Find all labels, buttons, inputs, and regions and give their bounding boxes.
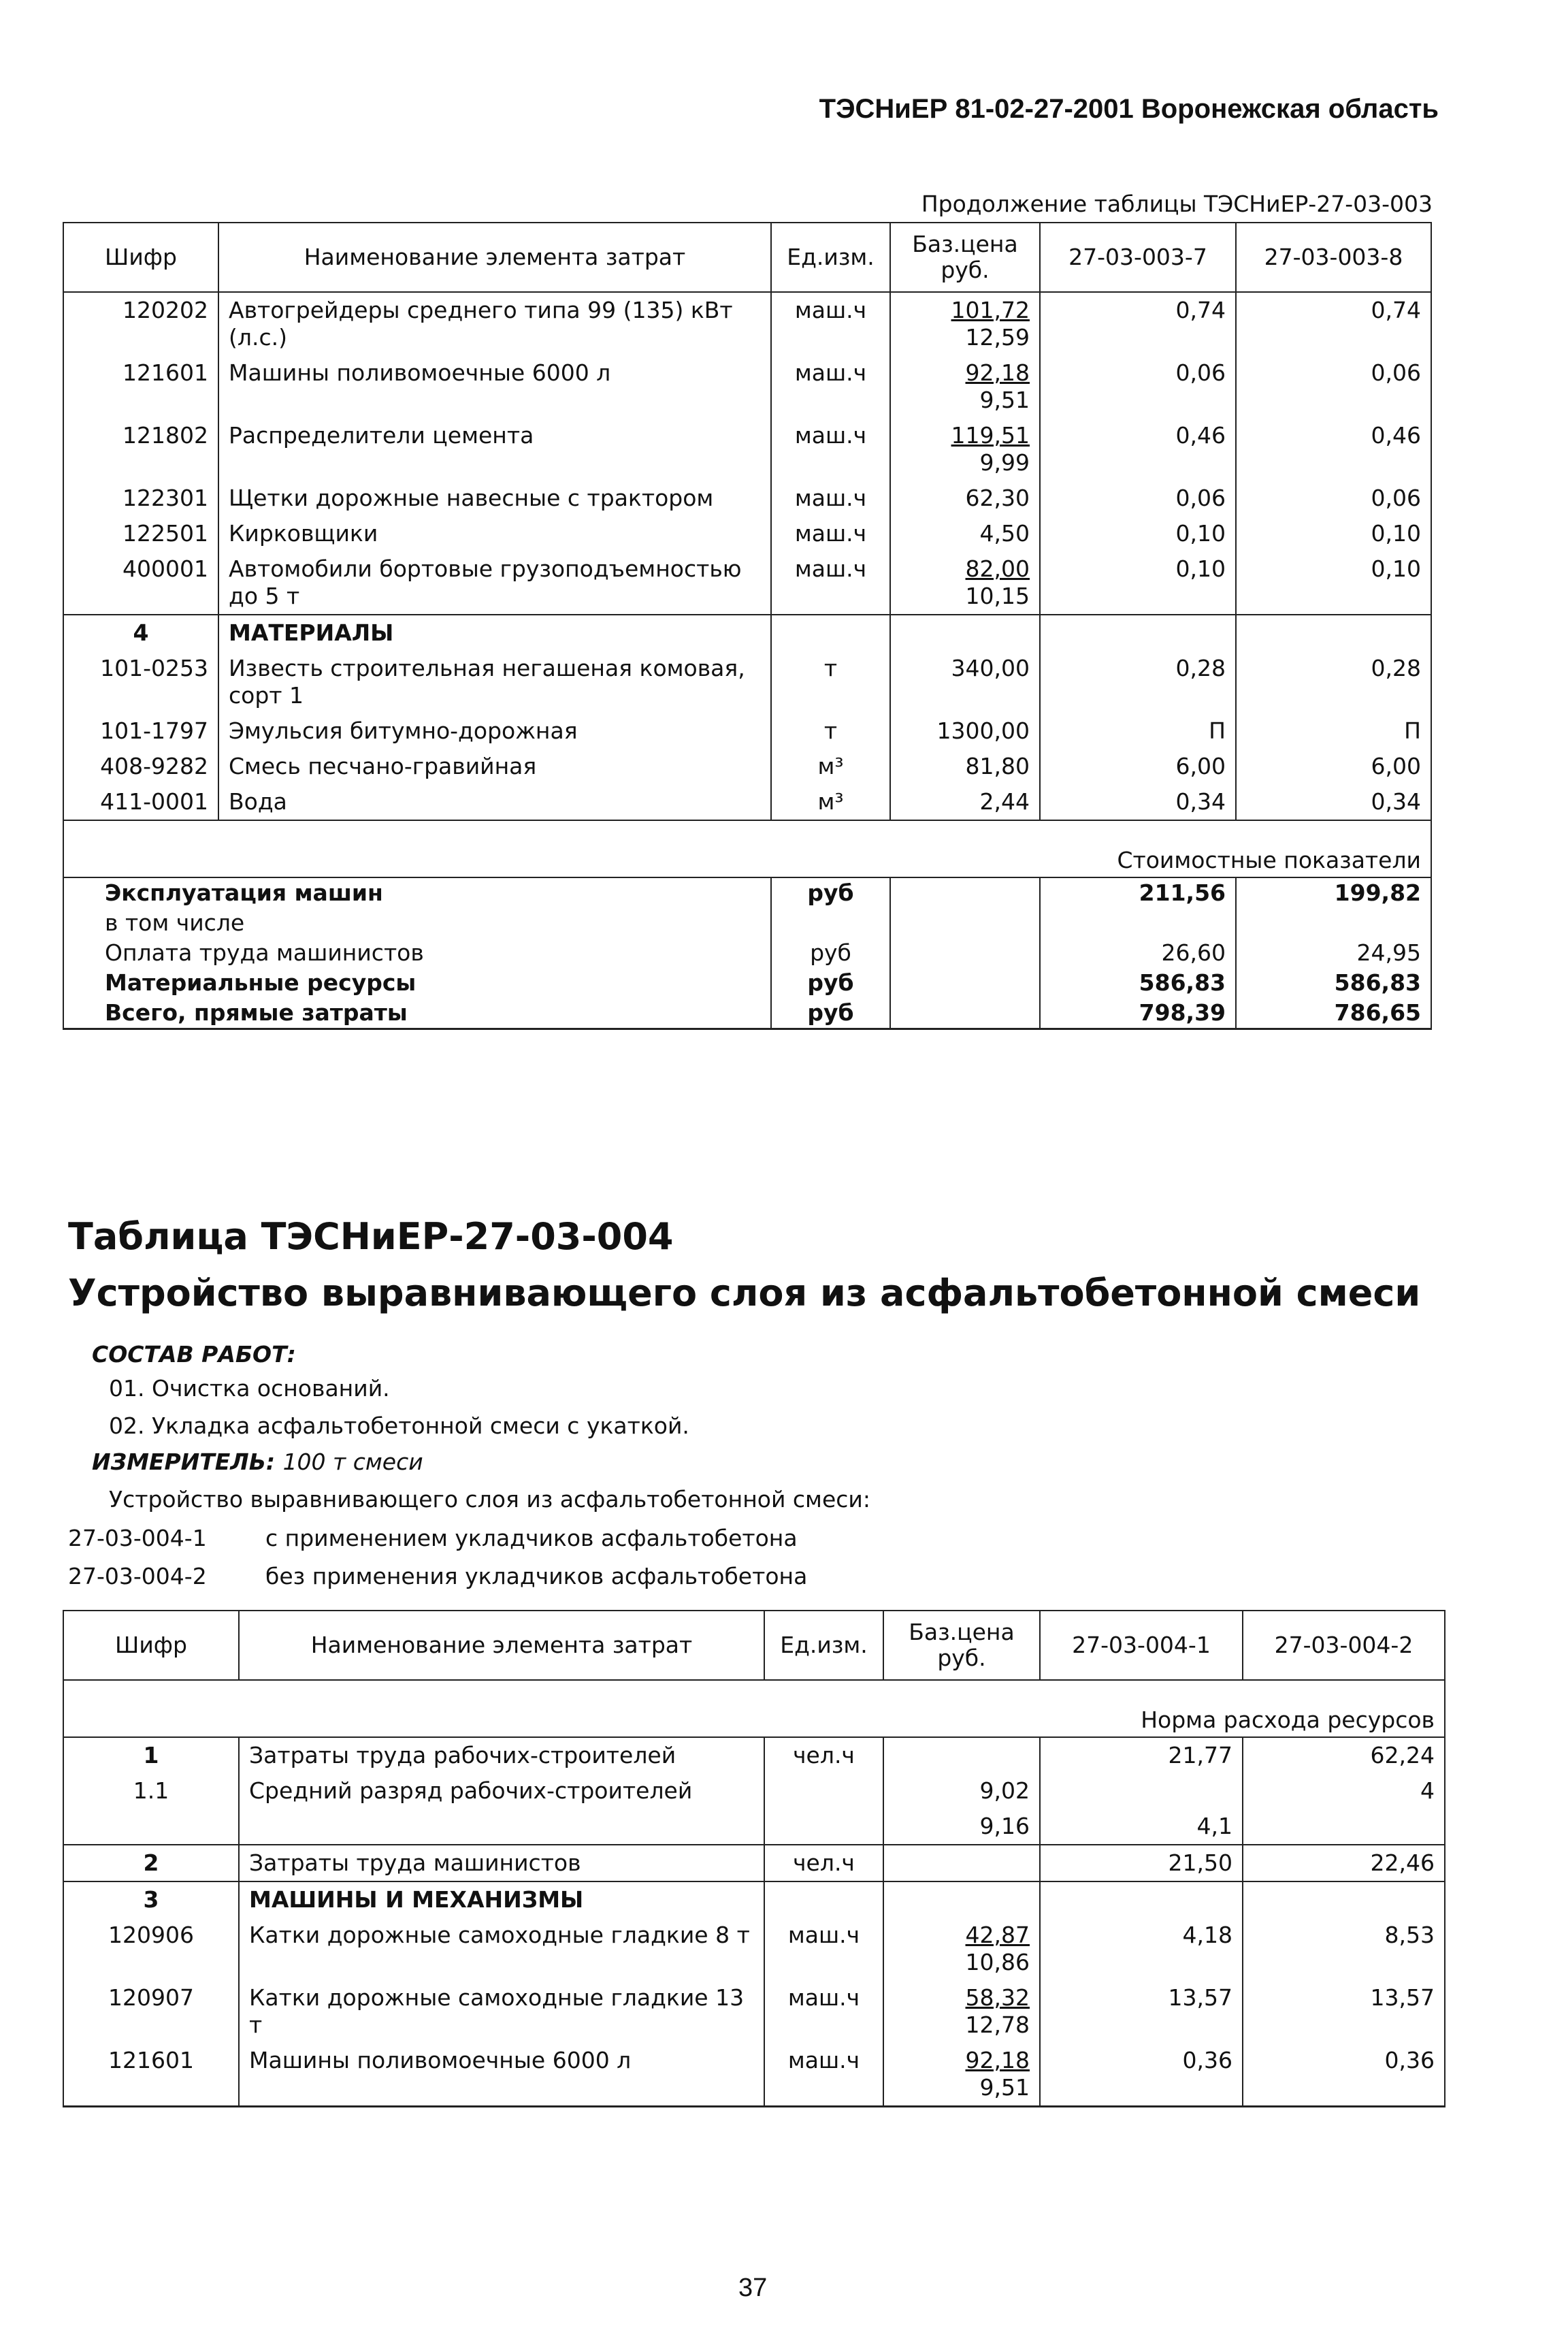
col-header-name: Наименование элемента затрат (239, 1611, 764, 1680)
resource-unit: м³ (771, 749, 890, 784)
summary-price-empty (890, 877, 1040, 908)
table-title: Таблица ТЭСНиЕР-27-03-004 (68, 1215, 674, 1258)
base-price (883, 1845, 1040, 1881)
section-row (63, 1881, 1445, 1918)
resource-name: Машины поливомоечные 6000 л (239, 2043, 764, 2107)
col-header-unit: Ед.изм. (764, 1611, 883, 1680)
variant-code: 27-03-004-1 (68, 1525, 207, 1551)
resource-code: 400001 (63, 551, 218, 615)
table-row (63, 713, 1431, 749)
resource-code: 101-1797 (63, 713, 218, 749)
summary-row (63, 938, 1431, 968)
section-code: 4 (63, 615, 218, 651)
variant-code: 27-03-004-2 (68, 1563, 207, 1589)
value-1: 0,74 (1040, 292, 1236, 355)
resource-name: Автогрейдеры среднего типа 99 (135) кВт (л.с.) (218, 292, 771, 355)
summary-value-1: 211,56 (1040, 877, 1236, 908)
resource-code: 411-0001 (63, 784, 218, 820)
value-1: 13,57 (1040, 1980, 1243, 2043)
variant-text: без применения укладчиков асфальтобетона (265, 1563, 808, 1589)
works-label: СОСТАВ РАБОТ: (92, 1341, 296, 1368)
summary-row (63, 877, 1431, 908)
base-price-cell (890, 355, 1040, 418)
resource-code: 121601 (63, 2043, 239, 2107)
base-price: 92,18 (965, 2047, 1030, 2073)
section-description: Устройство выравнивающего слоя из асфальтобетонной смеси: (109, 1486, 870, 1513)
resource-name: Затраты труда машинистов (239, 1845, 764, 1881)
base-price: 82,00 (965, 555, 1030, 582)
resource-code: 408-9282 (63, 749, 218, 784)
labor-price: 9,51 (979, 387, 1030, 413)
base-price: 119,51 (951, 422, 1030, 449)
resource-unit: маш.ч (771, 551, 890, 615)
resource-name: Автомобили бортовые грузоподъемностью до 5 т (218, 551, 771, 615)
summary-value-2: 24,95 (1236, 938, 1431, 968)
work-item: 01. Очистка оснований. (109, 1375, 390, 1402)
resource-name: Катки дорожные самоходные гладкие 8 т (239, 1918, 764, 1980)
base-price: 81,80 (890, 749, 1040, 784)
value-1: 4,18 (1040, 1918, 1243, 1980)
summary-name: Материальные ресурсы (63, 968, 771, 998)
col-header-price: Баз.цена руб. (890, 223, 1040, 292)
base-price: 58,32 (965, 1984, 1030, 2011)
value-2: 0,10 (1236, 551, 1431, 615)
table-row (63, 516, 1431, 551)
value-1: 0,36 (1040, 2043, 1243, 2107)
base-price: 340,00 (890, 651, 1040, 713)
value-2: 22,46 (1243, 1845, 1445, 1881)
table-row (63, 1918, 1445, 1980)
resource-unit: чел.ч (764, 1845, 883, 1881)
value-2 (1243, 1809, 1445, 1845)
summary-name: Всего, прямые затраты (63, 998, 771, 1029)
table-row (63, 1980, 1445, 2043)
value-2: 4 (1243, 1773, 1445, 1809)
resource-name: Затраты труда рабочих-строителей (239, 1737, 764, 1773)
table-row (63, 1737, 1445, 1773)
labor-price: 12,78 (965, 2011, 1030, 2038)
summary-name: Оплата труда машинистов (63, 938, 771, 968)
table-header-row (63, 223, 1431, 292)
summary-price-empty (890, 998, 1040, 1029)
value-1: 0,06 (1040, 355, 1236, 418)
table-row (63, 1809, 1445, 1845)
value-1: 0,06 (1040, 481, 1236, 516)
value-2: 0,10 (1236, 516, 1431, 551)
resource-table-27-03-004 (63, 1610, 1446, 2107)
summary-rows (63, 877, 1431, 1029)
summary-price-empty (890, 968, 1040, 998)
section-title: МАТЕРИАЛЫ (218, 615, 771, 651)
summary-row (63, 968, 1431, 998)
base-price-cell (883, 2043, 1040, 2107)
base-price-cell (890, 516, 1040, 551)
summary-value-1: 586,83 (1040, 968, 1236, 998)
meter-label: ИЗМЕРИТЕЛЬ: (92, 1449, 276, 1475)
value-2: 0,06 (1236, 481, 1431, 516)
resource-code: 122301 (63, 481, 218, 516)
section-code: 3 (63, 1881, 239, 1918)
value-2: 6,00 (1236, 749, 1431, 784)
value-2: 13,57 (1243, 1980, 1445, 2043)
summary-unit: руб (771, 968, 890, 998)
value-2: 0,74 (1236, 292, 1431, 355)
table-row (63, 418, 1431, 481)
cost-indicators-label: Стоимостные показатели (63, 820, 1431, 877)
resource-unit: маш.ч (764, 1980, 883, 2043)
resource-code: 120907 (63, 1980, 239, 2043)
table-row (63, 651, 1431, 713)
resource-code: 1 (63, 1737, 239, 1773)
value-1: 0,10 (1040, 516, 1236, 551)
labor-price: 10,15 (965, 583, 1030, 609)
base-price: 101,72 (951, 297, 1030, 323)
col-header-v1: 27-03-003-7 (1040, 223, 1236, 292)
base-price: 42,87 (965, 1922, 1030, 1948)
summary-price-empty (890, 938, 1040, 968)
value-2: 0,06 (1236, 355, 1431, 418)
base-price-cell (890, 418, 1040, 481)
value-1: 4,1 (1040, 1809, 1243, 1845)
resource-name: Эмульсия битумно-дорожная (218, 713, 771, 749)
work-item: 02. Укладка асфальтобетонной смеси с укаткой. (109, 1412, 689, 1439)
section-title: МАШИНЫ И МЕХАНИЗМЫ (239, 1881, 764, 1918)
base-price: 2,44 (890, 784, 1040, 820)
value-2: 0,28 (1236, 651, 1431, 713)
summary-value-2 (1236, 908, 1431, 938)
base-price-cell (890, 292, 1040, 355)
labor-price: 9,99 (979, 449, 1030, 476)
resource-unit: маш.ч (771, 292, 890, 355)
value-2: 0,36 (1243, 2043, 1445, 2107)
value-1: 0,34 (1040, 784, 1236, 820)
base-price (883, 1737, 1040, 1773)
materials-rows (63, 651, 1431, 820)
resource-code: 121802 (63, 418, 218, 481)
summary-unit: руб (771, 998, 890, 1029)
resource-unit: т (771, 713, 890, 749)
norm-label-row (63, 1680, 1445, 1737)
meter-value: 100 т смеси (282, 1449, 423, 1475)
machines-rows (63, 1918, 1445, 2107)
resource-code: 120202 (63, 292, 218, 355)
summary-row (63, 908, 1431, 938)
resource-unit: маш.ч (771, 418, 890, 481)
table-row (63, 1845, 1445, 1881)
resource-unit: т (771, 651, 890, 713)
resource-name: Щетки дорожные навесные с трактором (218, 481, 771, 516)
value-2: 8,53 (1243, 1918, 1445, 1980)
value-2: 0,46 (1236, 418, 1431, 481)
table-row (63, 749, 1431, 784)
value-1: 0,28 (1040, 651, 1236, 713)
col-header-v1: 27-03-004-1 (1040, 1611, 1243, 1680)
col-header-price: Баз.цена руб. (883, 1611, 1040, 1680)
table-row (63, 481, 1431, 516)
resource-name: Средний разряд рабочих-строителей (239, 1773, 764, 1809)
base-price: 92,18 (965, 359, 1030, 386)
value-1: 0,10 (1040, 551, 1236, 615)
resource-name: Машины поливомоечные 6000 л (218, 355, 771, 418)
resource-unit: маш.ч (764, 1918, 883, 1980)
base-price: 4,50 (979, 520, 1030, 547)
base-price: 9,16 (883, 1809, 1040, 1845)
labor-price: 12,59 (965, 324, 1030, 351)
resource-code: 120906 (63, 1918, 239, 1980)
resource-unit: маш.ч (764, 2043, 883, 2107)
resource-unit: маш.ч (771, 516, 890, 551)
section-row (63, 615, 1431, 651)
value-2: 62,24 (1243, 1737, 1445, 1773)
table-continuation-label: Продолжение таблицы ТЭСНиЕР-27-03-003 (921, 191, 1433, 217)
value-1: 21,50 (1040, 1845, 1243, 1881)
resource-code: 2 (63, 1845, 239, 1881)
resource-unit: чел.ч (764, 1737, 883, 1773)
labor-rows (63, 1737, 1445, 1881)
col-header-v2: 27-03-003-8 (1236, 223, 1431, 292)
summary-name: в том числе (63, 908, 771, 938)
base-price: 9,02 (883, 1773, 1040, 1809)
table-row (63, 551, 1431, 615)
value-1: 6,00 (1040, 749, 1236, 784)
resource-name: Кирковщики (218, 516, 771, 551)
table-subtitle: Устройство выравнивающего слоя из асфальтобетонной смеси (68, 1272, 1421, 1314)
resource-unit: м³ (771, 784, 890, 820)
table-row (63, 784, 1431, 820)
summary-unit: руб (771, 938, 890, 968)
value-1: 21,77 (1040, 1737, 1243, 1773)
value-1: П (1040, 713, 1236, 749)
summary-value-2: 199,82 (1236, 877, 1431, 908)
col-header-code: Шифр (63, 223, 218, 292)
base-price-cell (890, 481, 1040, 516)
value-1: 0,46 (1040, 418, 1236, 481)
resource-name: Известь строительная негашеная комовая, сорт 1 (218, 651, 771, 713)
summary-row (63, 998, 1431, 1029)
resource-name: Катки дорожные самоходные гладкие 13 т (239, 1980, 764, 2043)
summary-unit (771, 908, 890, 938)
cost-label-row (63, 820, 1431, 877)
resource-name: Вода (218, 784, 771, 820)
resource-name: Распределители цемента (218, 418, 771, 481)
base-price: 1300,00 (890, 713, 1040, 749)
summary-value-1: 798,39 (1040, 998, 1236, 1029)
resource-unit: маш.ч (771, 355, 890, 418)
base-price-cell (890, 551, 1040, 615)
resource-name (239, 1809, 764, 1845)
resource-table-27-03-003 (63, 222, 1432, 1030)
value-1 (1040, 1773, 1243, 1809)
machines-rows (63, 292, 1431, 615)
summary-value-2: 586,83 (1236, 968, 1431, 998)
col-header-name: Наименование элемента затрат (218, 223, 771, 292)
col-header-code: Шифр (63, 1611, 239, 1680)
value-2: П (1236, 713, 1431, 749)
summary-unit: руб (771, 877, 890, 908)
resource-code: 101-0253 (63, 651, 218, 713)
resource-unit (764, 1773, 883, 1809)
base-price: 62,30 (965, 485, 1030, 511)
norm-label: Норма расхода ресурсов (63, 1680, 1445, 1737)
resource-unit (764, 1809, 883, 1845)
value-2: 0,34 (1236, 784, 1431, 820)
variant-text: с применением укладчиков асфальтобетона (265, 1525, 798, 1551)
summary-name: Эксплуатация машин (63, 877, 771, 908)
table-header-row (63, 1611, 1445, 1680)
labor-price: 10,86 (965, 1949, 1030, 1975)
base-price-cell (883, 1918, 1040, 1980)
table-row (63, 2043, 1445, 2107)
base-price-cell (883, 1980, 1040, 2043)
summary-value-1 (1040, 908, 1236, 938)
resource-code: 121601 (63, 355, 218, 418)
resource-code (63, 1809, 239, 1845)
meter-label-row (92, 1449, 423, 1475)
summary-price-empty (890, 908, 1040, 938)
labor-price: 9,51 (979, 2074, 1030, 2101)
resource-code: 122501 (63, 516, 218, 551)
table-row (63, 355, 1431, 418)
resource-code: 1.1 (63, 1773, 239, 1809)
table-row (63, 1773, 1445, 1809)
resource-unit: маш.ч (771, 481, 890, 516)
document-header: ТЭСНиЕР 81-02-27-2001 Воронежская область (819, 94, 1439, 124)
col-header-v2: 27-03-004-2 (1243, 1611, 1445, 1680)
col-header-unit: Ед.изм. (771, 223, 890, 292)
resource-name: Смесь песчано-гравийная (218, 749, 771, 784)
summary-value-2: 786,65 (1236, 998, 1431, 1029)
summary-value-1: 26,60 (1040, 938, 1236, 968)
page-number: 37 (738, 2274, 768, 2302)
table-row (63, 292, 1431, 355)
